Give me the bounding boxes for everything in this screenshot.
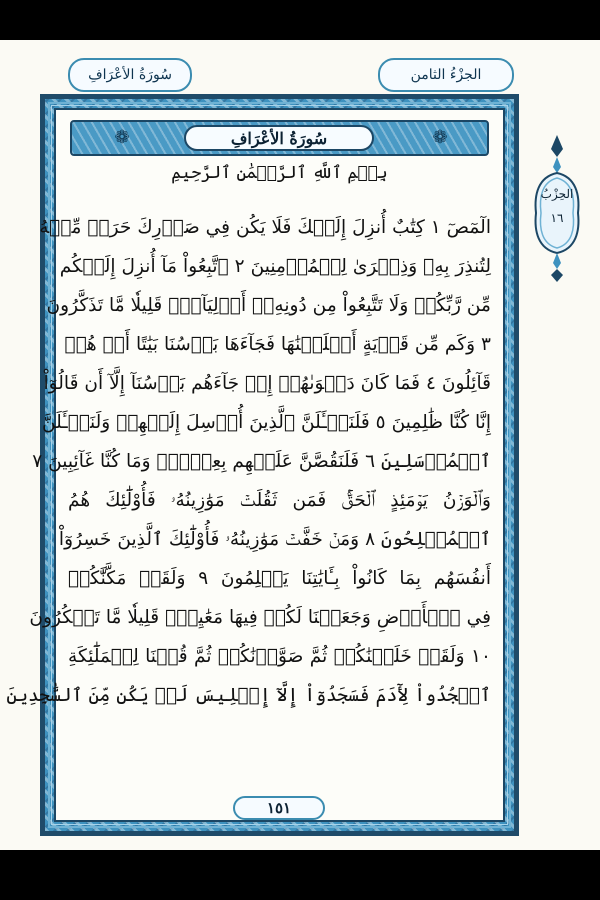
floral-ornament-icon: ❁ xyxy=(432,127,448,148)
basmala-line: بِسۡمِ ٱللَّهِ ٱلرَّحۡمَٰنِ ٱلرَّحِيمِ xyxy=(171,163,388,183)
verse-line: قَآئِلُونَ ٤ فَمَا كَانَ دَعۡوَىٰهُمۡ إِذۡ جَآءَهُم بَأۡسُنَآ إِلَّآ أَن قَالُوٓاْ xyxy=(43,373,491,394)
hizb-number: ١٦ xyxy=(550,211,564,225)
device-bottom-bar xyxy=(0,850,600,900)
device-top-bar xyxy=(0,0,600,40)
hizb-marker xyxy=(532,133,582,283)
verse-line: ٱلۡمُرۡسَلِينَ ٦ فَلَنَقُصَّنَّ عَلَيۡهِم بِعِلۡمٖۖ وَمَا كُنَّا غَآئِبِينَ ٧ xyxy=(32,451,491,472)
verse-line: ٣ وَكَم مِّن قَرۡيَةٍ أَهۡلَكۡنَٰهَا فَجَآءَهَا بَأۡسُنَا بَيَٰتًا أَوۡ هُمۡ xyxy=(64,334,491,355)
verse-line: فِي ٱلۡأَرۡضِ وَجَعَلۡنَا لَكُمۡ فِيهَا مَعَٰيِشَۗ قَلِيلٗا مَّا تَشۡكُرُونَ xyxy=(29,607,491,628)
verse-line: إِنَّا كُنَّا ظَٰلِمِينَ ٥ فَلَنَسۡـَٔلَنَّ ٱلَّذِينَ أُرۡسِلَ إِلَيۡهِمۡ وَلَنَسۡـَٔلَنَّ xyxy=(41,412,491,433)
verse-line: ٱلۡمُفۡلِحُونَ ٨ وَمَنۡ خَفَّتۡ مَوَٰزِينُهُۥ فَأُوْلَٰٓئِكَ ٱلَّذِينَ خَسِرُوٓاْ xyxy=(58,529,491,550)
surah-title: سُورَةُ الأعْرَافِ xyxy=(184,125,374,151)
verse-line: ١٠ وَلَقَدۡ خَلَقۡنَٰكُمۡ ثُمَّ صَوَّرۡنَٰكُمۡ ثُمَّ قُلۡنَا لِلۡمَلَٰٓئِكَةِ xyxy=(68,646,491,667)
hizb-label: الحِزْبُ xyxy=(540,187,574,201)
verse-line: مِّن رَّبِّكُمۡ وَلَا تَتَّبِعُواْ مِن دُونِهِۦٓ أَوۡلِيَآءَۗ قَلِيلٗا مَّا تَذَكَّرُونَ xyxy=(46,295,491,316)
verse-text-block xyxy=(6,208,491,715)
verse-line: لِتُنذِرَ بِهِۦ وَذِكۡرَىٰ لِلۡمُؤۡمِنِينَ ٢ ٱتَّبِعُواْ مَآ أُنزِلَ إِلَيۡكُم xyxy=(59,256,491,277)
verse-line: أَنفُسَهُم بِمَا كَانُواْ بِـَٔايَٰتِنَا يَظۡلِمُونَ ٩ وَلَقَدۡ مَكَّنَّٰكُمۡ xyxy=(68,568,491,589)
floral-ornament-icon: ❁ xyxy=(114,127,130,148)
verse-line: الٓمٓصٓ ١ كِتَٰبٌ أُنزِلَ إِلَيۡكَ فَلَا يَكُن فِي صَدۡرِكَ حَرَجٞ مِّنۡهُ xyxy=(39,217,491,238)
surah-header-label: سُورَةُ الأعْرَافِ xyxy=(68,58,192,92)
verse-line: ٱسۡجُدُواْ لِأٓدَمَ فَسَجَدُوٓاْ إِلَّآ إِبۡلِيسَ لَمۡ يَكُن مِّنَ ٱلسَّٰجِدِينَ xyxy=(6,685,491,706)
hizb-medallion-icon xyxy=(532,133,582,283)
quran-page-content xyxy=(6,108,505,822)
juz-header-label: الجزْءُ الثامن xyxy=(378,58,514,92)
page-number: ١٥١ xyxy=(233,796,325,820)
verse-line: وَٱلۡوَزۡنُ يَوۡمَئِذٍ ٱلۡحَقُّۚ فَمَن ثَقُلَتۡ مَوَٰزِينُهُۥ فَأُوْلَٰٓئِكَ هُمُ xyxy=(68,490,491,511)
surah-title-banner xyxy=(70,120,489,156)
